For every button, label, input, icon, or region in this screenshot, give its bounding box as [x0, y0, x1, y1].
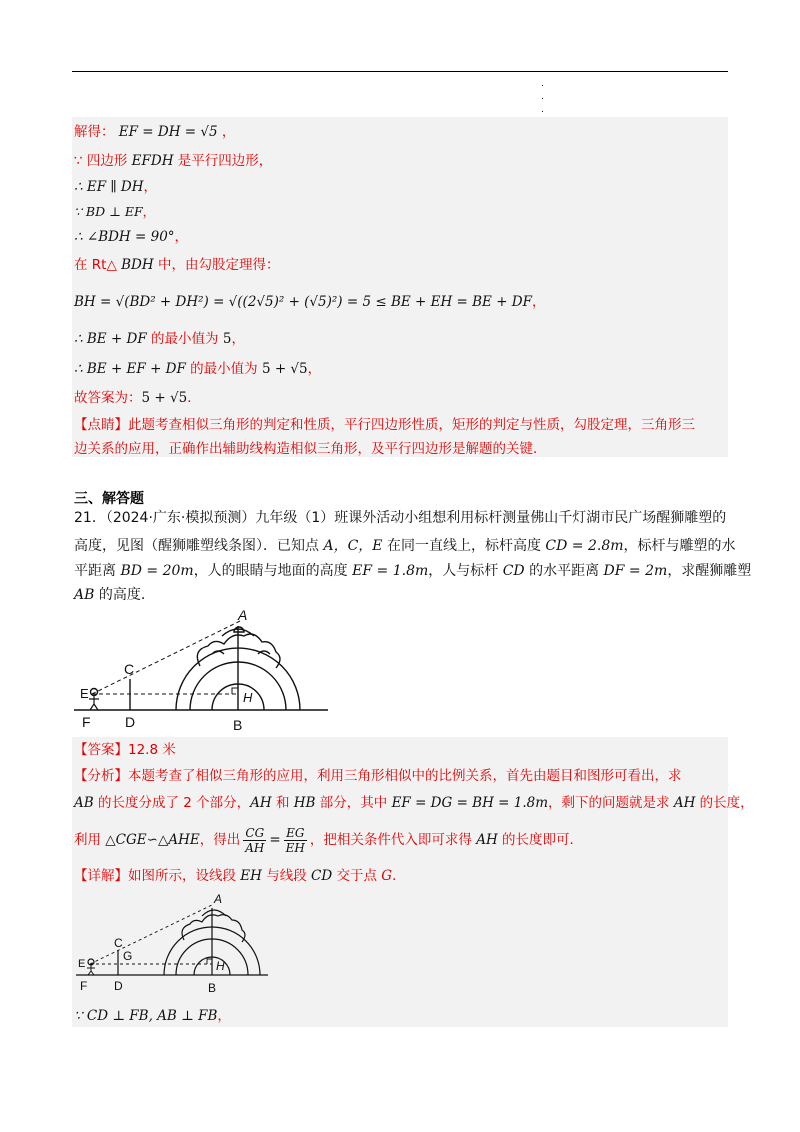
- sightline-ea-2: [90, 904, 214, 964]
- detail-line-last: ∵ CD ⊥ FB, AB ⊥ FB，: [74, 1008, 231, 1024]
- label2-c: C: [114, 936, 123, 950]
- question-line-1: 21．（2024·广东·模拟预测）九年级（1）班课外活动小组想利用标杆测量佛山千灯湖市民广场醒狮雕塑的: [74, 510, 727, 526]
- solution-line-1: 解得： EF = DH = √5 ，: [74, 124, 236, 140]
- label2-g: G: [123, 949, 133, 963]
- solution-line-5: ∴ ∠BDH = 90°，: [74, 229, 189, 245]
- sightline-ea: [92, 620, 242, 694]
- solution-line-9: ∴ BE + EF + DF 的最小值为 5 + √5，: [74, 361, 322, 377]
- person-body-2: [87, 965, 95, 975]
- person-body: [89, 696, 99, 710]
- label-f: F: [82, 714, 91, 730]
- header-dots: . . .: [541, 79, 544, 115]
- right-angle-mark: [232, 688, 238, 694]
- question-line-4: AB 的高度．: [74, 587, 155, 603]
- label-b: B: [233, 717, 243, 733]
- fraction-eg-eh: $\frac{EG}{EH}$: [285, 825, 305, 855]
- label-e: E: [80, 686, 89, 701]
- right-angle-mark-2: [207, 959, 212, 964]
- figure-lion-2: [72, 890, 272, 994]
- solution-line-7: BH = √(BD² + DH²) = √((2√5)² + (√5)²) = 5 ≤ BE + EH = BE + DF，: [74, 294, 546, 310]
- solution-line-10: 故答案为：5 + √5．: [74, 390, 201, 406]
- header-rule: [72, 71, 728, 72]
- label2-b: B: [208, 981, 217, 994]
- solution-line-8: ∴ BE + DF 的最小值为 5，: [74, 331, 245, 347]
- point-line-1: 【点睛】此题考查相似三角形的判定和性质，平行四边形性质，矩形的判定与性质，勾股定理，三角形三: [74, 417, 695, 433]
- solution-line-2: ∵ 四边形 EFDH 是平行四边形，: [74, 153, 273, 169]
- label2-f: F: [80, 979, 88, 993]
- label-d: D: [125, 714, 136, 730]
- detail-line-1: 【详解】如图所示，设线段 EH 与线段 CD 交于点 G．: [74, 868, 406, 884]
- analysis-line-3: 利用 △CGE∽△AHE，得出 $\frac{CG}{AH}$ = $\frac{EG}{EH}$ ，把相关条件代入即可求得 AH 的长度即可．: [74, 825, 584, 855]
- fraction-cg-ah: $\frac{CG}{AH}$: [245, 825, 265, 855]
- label2-e: E: [78, 958, 86, 970]
- label-a: A: [238, 607, 248, 623]
- question-line-2: 高度，见图（醒狮雕塑线条图）．已知点 A，C，E 在同一直线上，标杆高度 CD = 2.8m，标杆与雕塑的水: [74, 538, 736, 554]
- answer-line: 【答案】12.8 米: [74, 742, 176, 758]
- analysis-line-1: 【分析】本题考查了相似三角形的应用，利用三角形相似中的比例关系，首先由题目和图形可看出，求: [74, 768, 682, 784]
- section-title: 三、解答题: [74, 491, 144, 507]
- analysis-line-2: AB 的长度分成了 2 个部分，AH 和 HB 部分，其中 EF = DG = BH = 1.8m，剩下的问题就是求 AH 的长度，: [74, 795, 754, 811]
- solution-line-3: ∴ EF ∥ DH，: [74, 179, 158, 195]
- label-c: C: [124, 661, 135, 677]
- question-line-3: 平距离 BD = 20m，人的眼睛与地面的高度 EF = 1.8m，人与标杆 CD 的水平距离 DF = 2m，求醒狮雕塑: [74, 563, 752, 579]
- label2-h: H: [216, 959, 225, 973]
- solution-line-4: ∵ BD ⊥ EF，: [74, 204, 156, 219]
- label-h: H: [243, 690, 253, 705]
- figure-lion-1: [72, 606, 328, 734]
- point-line-2: 边关系的应用，正确作出辅助线构造相似三角形，及平行四边形是解题的关键．: [74, 441, 547, 457]
- label2-a: A: [214, 892, 223, 906]
- label2-d: D: [114, 979, 123, 993]
- lion-head-2: [182, 915, 245, 942]
- solution-line-6: 在 Rt△ BDH 中，由勾股定理得：: [74, 257, 280, 273]
